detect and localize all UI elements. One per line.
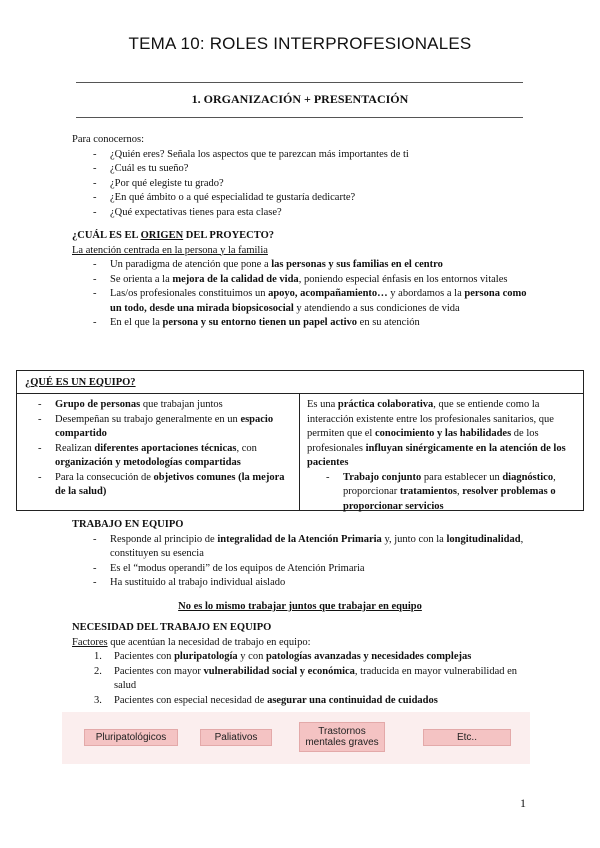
trabajo-list — [90, 533, 528, 591]
page-title: TEMA 10: ROLES INTERPROFESIONALES — [128, 34, 472, 53]
origen-heading: ¿CUÁL ES EL ORIGEN DEL PROYECTO? — [72, 230, 274, 241]
list-item: - ¿En qué ámbito o a qué especialidad te gustaría dedicarte? — [90, 191, 532, 206]
chip-trastornos: Trastornos mentales graves — [299, 722, 385, 752]
list-item: - ¿Qué expectativas tienes para esta clase? — [90, 206, 532, 221]
table-right-column — [307, 398, 579, 514]
list-item: - Trabajo conjunto para establecer un diagnóstico, proporcionar tratamientos, resolver problemas o proporcionar servicios — [323, 471, 579, 515]
list-item: - ¿Cuál es tu sueño? — [90, 162, 532, 177]
page-number: 1 — [520, 796, 526, 810]
list-item: - ¿Por qué elegiste tu grado? — [90, 177, 532, 192]
list-item: 2. Pacientes con mayor vulnerabilidad social y económica, traducida en mayor vulnerabilidad en salud — [94, 665, 518, 691]
list-item: 1. Pacientes con pluripatología y con patologías avanzadas y necesidades complejas — [94, 651, 472, 662]
chip-paliativos: Paliativos — [200, 729, 272, 746]
list-item: - Es el “modus operandi” de los equipos de Atención Primaria — [90, 562, 528, 577]
list-item: - En el que la persona y su entorno tienen un papel activo en su atención — [90, 316, 528, 331]
intro-list — [90, 148, 532, 221]
trabajo-heading: TRABAJO EN EQUIPO — [72, 519, 184, 530]
list-item: - Las/os profesionales constituimos un apoyo, acompañamiento… y abordamos a la persona como un todo, desde una mirada biopsicosocial y atendiendo a sus condiciones de vida — [90, 287, 528, 316]
list-item: - Realizan diferentes aportaciones técnicas, con organización y metodologías compartidas — [35, 442, 293, 471]
intro-block — [72, 133, 532, 220]
intro-lead: Para conocernos: — [72, 134, 145, 145]
list-item: 3. Pacientes con especial necesidad de asegurar una continuidad de cuidados — [94, 694, 438, 706]
list-item: - Para la consecución de objetivos comunes (la mejora de la salud) — [35, 471, 293, 500]
origen-list — [90, 258, 528, 331]
chip-etc: Etc.. — [423, 729, 511, 746]
necesidad-heading: NECESIDAD DEL TRABAJO EN EQUIPO — [72, 622, 272, 633]
list-item: - Responde al principio de integralidad de la Atención Primaria y, junto con la longitudinalidad, constituyen su esencia — [90, 533, 528, 562]
table-left-column — [25, 398, 293, 500]
necesidad-lead: Factores que acentúan la necesidad de trabajo en equipo: — [72, 636, 311, 648]
list-item: - ¿Quién eres? Señala los aspectos que te parezcan más importantes de ti — [90, 148, 532, 163]
chip-pluripatologicos: Pluripatológicos — [84, 729, 178, 746]
origen-subheading: La atención centrada en la persona y la familia — [72, 244, 268, 256]
origen-block — [72, 229, 528, 331]
list-item: - Ha sustituido al trabajo individual aislado — [90, 576, 528, 591]
necesidad-block — [72, 621, 532, 708]
divider-bottom — [76, 117, 523, 118]
divider-top — [76, 82, 523, 83]
necesidad-list — [90, 650, 532, 708]
equipo-table — [16, 370, 584, 511]
trabajo-block — [72, 518, 528, 591]
table-header: ¿QUÉ ES UN EQUIPO? — [17, 371, 583, 394]
key-note: No es lo mismo trabajar juntos que trabajar en equipo — [178, 601, 422, 612]
list-item: - Desempeñan su trabajo generalmente en un espacio compartido — [35, 413, 293, 442]
column-divider — [299, 393, 300, 510]
patient-types-band — [62, 712, 530, 764]
definition-text: Es una práctica colaborativa, que se entiende como la interacción existente entre los profesionales sanitarios, que permiten que el conocimiento y las habilidades de los profesionales influyan sinérgicamente en la atención de los pacientes — [307, 399, 566, 468]
list-item: - Un paradigma de atención que pone a las personas y sus familias en el centro — [90, 258, 528, 273]
list-item: - Se orienta a la mejora de la calidad de vida, poniendo especial énfasis en los entornos vitales — [90, 273, 528, 288]
list-item: - Grupo de personas que trabajan juntos — [35, 398, 293, 413]
section-heading: 1. ORGANIZACIÓN + PRESENTACIÓN — [191, 92, 409, 106]
